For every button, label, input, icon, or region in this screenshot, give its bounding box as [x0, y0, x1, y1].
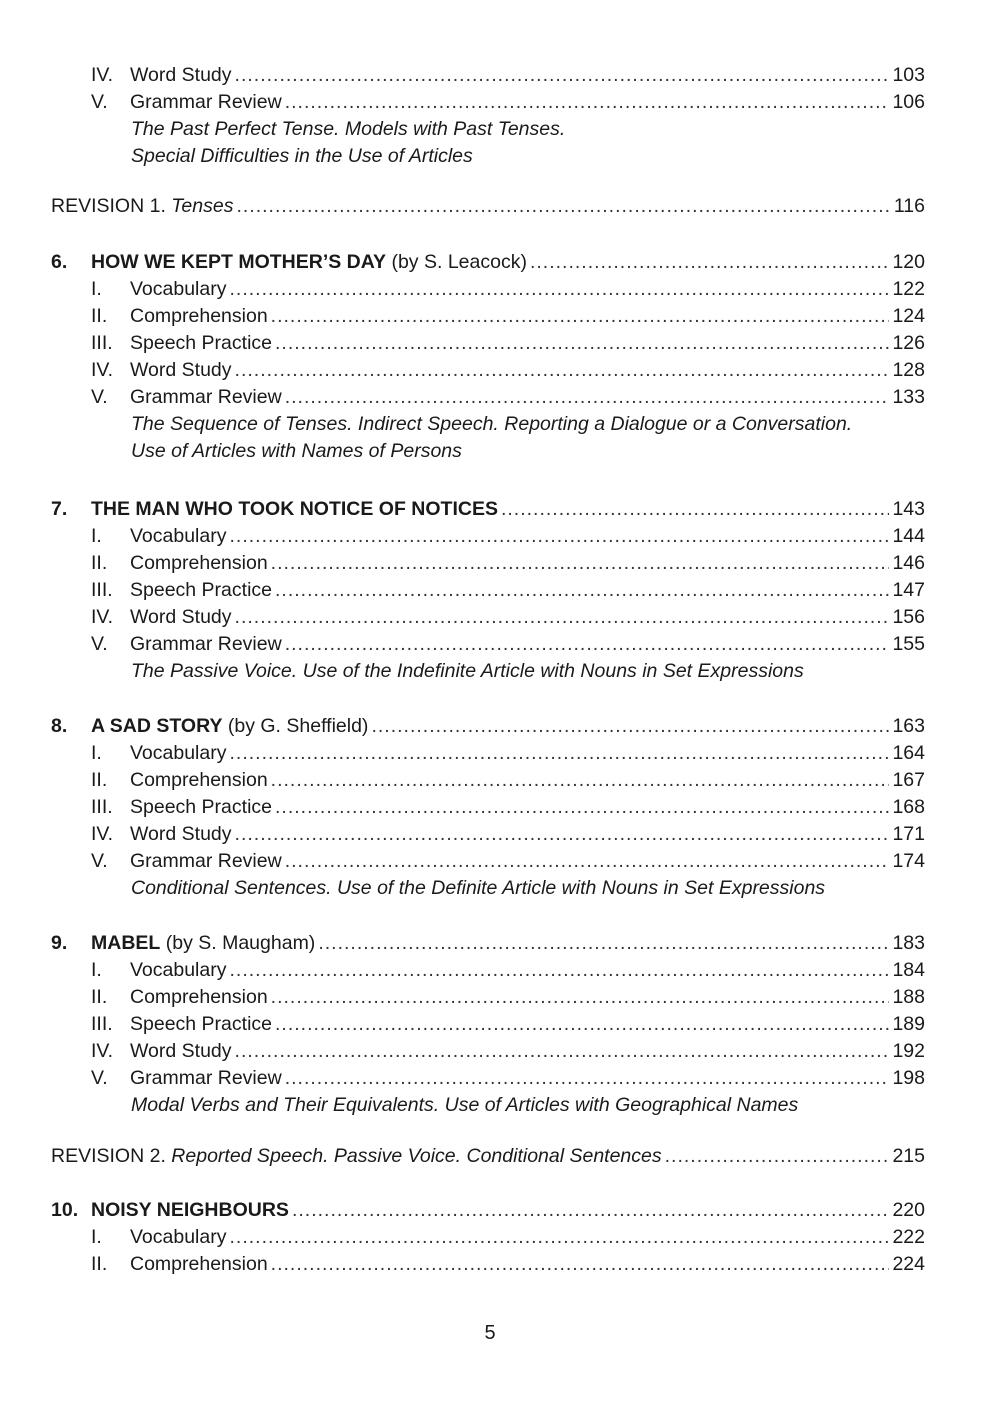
dot-leader [285, 89, 890, 116]
page-reference: 146 [892, 552, 925, 574]
toc-section-entry [91, 1065, 925, 1092]
toc-section-entry [91, 1038, 925, 1065]
dot-leader [275, 794, 889, 821]
chapter-title: NOISY NEIGHBOURS [91, 1199, 289, 1221]
section-title: Speech Practice [130, 796, 272, 818]
section-title: Speech Practice [130, 332, 272, 354]
revision-heading [51, 193, 233, 220]
toc-topic-note: The Past Perfect Tense. Models with Past Tenses. [131, 118, 566, 140]
section-title: Word Study [130, 359, 232, 381]
chapter-number: 10. [51, 1199, 79, 1221]
section-number: V. [91, 1067, 108, 1089]
dot-leader [235, 821, 890, 848]
revision-label: REVISION 2. [51, 1145, 172, 1167]
chapter-number: 9. [51, 932, 68, 954]
toc-section-entry [91, 848, 925, 875]
section-title: Word Study [130, 823, 232, 845]
toc-topic-note: Conditional Sentences. Use of the Definite Article with Nouns in Set Expressions [131, 877, 826, 899]
dot-leader [229, 740, 889, 767]
section-title: Comprehension [130, 769, 268, 791]
toc-section-entry [91, 1251, 925, 1278]
dot-leader [235, 357, 890, 384]
toc-section-entry [91, 631, 925, 658]
section-number: II. [91, 986, 108, 1008]
page-reference: 183 [892, 932, 925, 954]
page-number: 5 [484, 1322, 496, 1344]
revision-heading [51, 1143, 662, 1170]
section-title: Vocabulary [130, 959, 227, 981]
page-reference: 122 [892, 278, 925, 300]
section-number: I. [91, 525, 102, 547]
section-title: Vocabulary [130, 1226, 227, 1248]
toc-section-entry [91, 550, 925, 577]
section-number: V. [91, 633, 108, 655]
section-number: I. [91, 959, 102, 981]
dot-leader [275, 1011, 889, 1038]
chapter-title: A SAD STORY [91, 715, 223, 737]
dot-leader [271, 767, 890, 794]
dot-leader [285, 848, 890, 875]
section-title: Comprehension [130, 305, 268, 327]
section-title: Vocabulary [130, 742, 227, 764]
toc-chapter-entry [51, 249, 925, 276]
revision-title: Tenses [171, 195, 234, 217]
dot-leader [285, 631, 890, 658]
chapter-title: HOW WE KEPT MOTHER’S DAY [91, 251, 387, 273]
dot-leader [285, 384, 890, 411]
section-title: Grammar Review [130, 633, 282, 655]
section-title: Vocabulary [130, 525, 227, 547]
toc-section-entry [91, 1224, 925, 1251]
dot-leader [665, 1143, 890, 1170]
toc-section-entry [91, 957, 925, 984]
page-reference: 189 [892, 1013, 925, 1035]
chapter-title: MABEL [91, 932, 161, 954]
toc-topic-note: The Sequence of Tenses. Indirect Speech. Reporting a Dialogue or a Conversation. [131, 413, 853, 435]
dot-leader [501, 496, 889, 523]
chapter-heading [91, 1197, 289, 1224]
toc-section-entry [91, 740, 925, 767]
toc-section-entry [91, 767, 925, 794]
chapter-author: (by G. Sheffield) [222, 715, 369, 737]
chapter-number: 7. [51, 498, 68, 520]
section-number: II. [91, 305, 108, 327]
toc-chapter-entry [51, 496, 925, 523]
page-reference: 116 [893, 195, 925, 217]
section-title: Word Study [130, 1040, 232, 1062]
section-number: III. [91, 332, 113, 354]
dot-leader [236, 193, 890, 220]
page-reference: 103 [892, 64, 925, 86]
page-reference: 215 [892, 1145, 925, 1167]
dot-leader [318, 930, 889, 957]
page-reference: 224 [892, 1253, 925, 1275]
page-reference: 126 [892, 332, 925, 354]
page-reference: 163 [892, 715, 925, 737]
section-number: I. [91, 278, 102, 300]
chapter-number: 6. [51, 251, 68, 273]
toc-topic-note: The Passive Voice. Use of the Indefinite Article with Nouns in Set Expressions [131, 660, 804, 682]
section-title: Grammar Review [130, 386, 282, 408]
section-number: IV. [91, 1040, 114, 1062]
page-reference: 124 [892, 305, 925, 327]
section-number: IV. [91, 823, 114, 845]
toc-section-entry [91, 984, 925, 1011]
section-number: II. [91, 1253, 108, 1275]
dot-leader [371, 713, 889, 740]
toc-section-entry [91, 1011, 925, 1038]
section-title: Grammar Review [130, 1067, 282, 1089]
toc-section-entry [91, 89, 925, 116]
chapter-heading [91, 713, 368, 740]
page-reference: 167 [892, 769, 925, 791]
section-title: Word Study [130, 64, 232, 86]
dot-leader [235, 1038, 890, 1065]
section-number: II. [91, 769, 108, 791]
toc-section-entry [91, 62, 925, 89]
toc-section-entry [91, 604, 925, 631]
page-reference: 155 [892, 633, 925, 655]
section-number: V. [91, 91, 108, 113]
dot-leader [235, 62, 890, 89]
toc-section-entry [91, 330, 925, 357]
section-title: Comprehension [130, 1253, 268, 1275]
toc-chapter-entry [51, 713, 925, 740]
section-number: II. [91, 552, 108, 574]
dot-leader [235, 604, 890, 631]
revision-label: REVISION 1. [51, 195, 172, 217]
section-title: Word Study [130, 606, 232, 628]
chapter-number: 8. [51, 715, 68, 737]
section-number: IV. [91, 606, 114, 628]
page-reference: 133 [892, 386, 925, 408]
section-number: I. [91, 1226, 102, 1248]
chapter-author: (by S. Leacock) [386, 251, 527, 273]
page-reference: 192 [892, 1040, 925, 1062]
page-reference: 106 [892, 91, 925, 113]
page-reference: 174 [892, 850, 925, 872]
dot-leader [271, 1251, 890, 1278]
page-reference: 120 [892, 251, 925, 273]
section-number: IV. [91, 359, 114, 381]
chapter-heading [91, 930, 315, 957]
section-number: V. [91, 386, 108, 408]
page-reference: 128 [892, 359, 925, 381]
page-reference: 171 [892, 823, 925, 845]
page-reference: 168 [892, 796, 925, 818]
dot-leader [271, 303, 890, 330]
section-title: Vocabulary [130, 278, 227, 300]
chapter-title: THE MAN WHO TOOK NOTICE OF NOTICES [91, 498, 498, 520]
section-title: Grammar Review [130, 850, 282, 872]
toc-section-entry [91, 357, 925, 384]
toc-revision-entry [51, 193, 925, 220]
page-reference: 188 [892, 986, 925, 1008]
section-title: Speech Practice [130, 579, 272, 601]
section-number: I. [91, 742, 102, 764]
page-reference: 164 [892, 742, 925, 764]
page-reference: 156 [892, 606, 925, 628]
page-reference: 198 [892, 1067, 925, 1089]
section-title: Comprehension [130, 986, 268, 1008]
toc-chapter-entry [51, 930, 925, 957]
page-reference: 147 [892, 579, 925, 601]
dot-leader [229, 957, 889, 984]
dot-leader [271, 984, 890, 1011]
toc-section-entry [91, 276, 925, 303]
section-title: Grammar Review [130, 91, 282, 113]
dot-leader [292, 1197, 890, 1224]
dot-leader [275, 577, 889, 604]
toc-section-entry [91, 303, 925, 330]
dot-leader [271, 550, 890, 577]
toc-section-entry [91, 821, 925, 848]
dot-leader [229, 523, 889, 550]
page-reference: 184 [892, 959, 925, 981]
revision-title: Reported Speech. Passive Voice. Conditional Sentences [171, 1145, 662, 1167]
page-reference: 220 [892, 1199, 925, 1221]
chapter-heading [91, 249, 527, 276]
toc-topic-note: Modal Verbs and Their Equivalents. Use of Articles with Geographical Names [131, 1094, 799, 1116]
chapter-heading [91, 496, 498, 523]
section-number: V. [91, 850, 108, 872]
toc-section-entry [91, 577, 925, 604]
dot-leader [229, 1224, 889, 1251]
toc-topic-note: Use of Articles with Names of Persons [131, 440, 462, 462]
page-reference: 222 [892, 1226, 925, 1248]
section-title: Comprehension [130, 552, 268, 574]
page-reference: 143 [892, 498, 925, 520]
dot-leader [530, 249, 890, 276]
toc-section-entry [91, 384, 925, 411]
toc-chapter-entry [51, 1197, 925, 1224]
toc-topic-note: Special Difficulties in the Use of Articles [131, 145, 473, 167]
section-number: III. [91, 579, 113, 601]
toc-section-entry [91, 794, 925, 821]
section-title: Speech Practice [130, 1013, 272, 1035]
section-number: III. [91, 796, 113, 818]
dot-leader [229, 276, 889, 303]
chapter-author: (by S. Maugham) [160, 932, 316, 954]
page-reference: 144 [892, 525, 925, 547]
toc-section-entry [91, 523, 925, 550]
section-number: III. [91, 1013, 113, 1035]
section-number: IV. [91, 64, 114, 86]
toc-revision-entry [51, 1143, 925, 1170]
dot-leader [275, 330, 889, 357]
dot-leader [285, 1065, 890, 1092]
